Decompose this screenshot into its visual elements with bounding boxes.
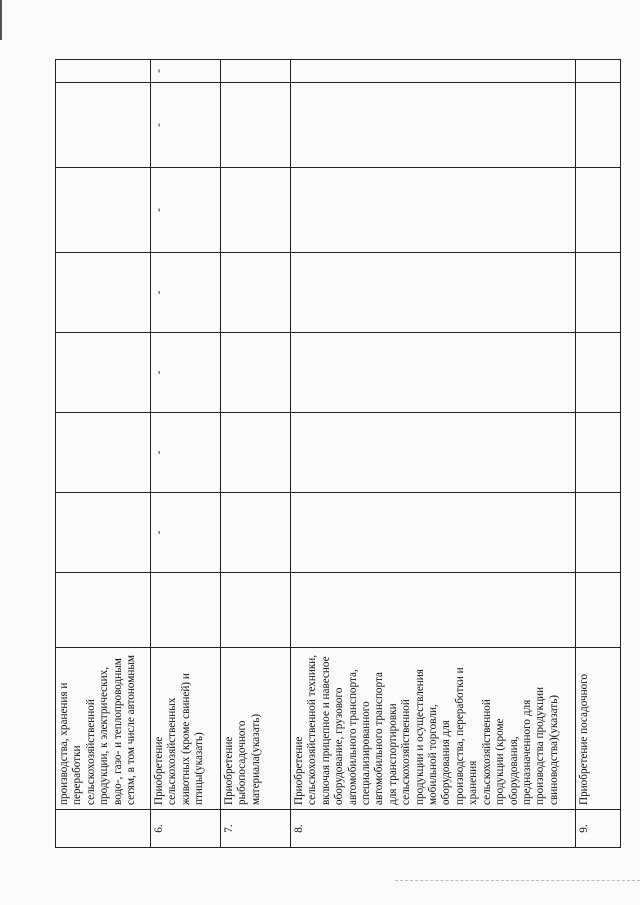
table-cell	[221, 573, 291, 648]
table-cell	[291, 60, 576, 83]
table-cell: -	[151, 333, 221, 413]
scan-edge-mark	[0, 0, 2, 40]
table-cell	[151, 573, 221, 648]
table-cell: -	[151, 83, 221, 168]
row-description-text: производства, хранения и переработки сельскохозяйственной продукции, к электрических, водо-, газо- и теплопроводным сетям, в том числе автономным	[58, 655, 138, 805]
table-cell: -	[151, 60, 221, 83]
table-cell	[56, 413, 151, 493]
table-cell: -	[151, 493, 221, 573]
row-description-text: Приобретение сельскохозяйственных животных (кроме свиней) и птицы(указать)	[153, 673, 206, 805]
row-number: 9.	[576, 810, 621, 848]
table-cell	[291, 333, 576, 413]
table-cell	[221, 83, 291, 168]
table-cell: -	[151, 168, 221, 253]
table-cell	[56, 168, 151, 253]
table-cell	[221, 333, 291, 413]
row-description	[56, 648, 151, 810]
table-cell	[221, 168, 291, 253]
row-description-text: Приобретение посадочного	[578, 673, 590, 805]
table-row	[221, 60, 291, 848]
table-row	[151, 60, 221, 848]
table-cell: -	[151, 253, 221, 333]
row-description	[221, 648, 291, 810]
table-row	[576, 60, 621, 848]
table-cell	[56, 60, 151, 83]
table-cell	[576, 60, 621, 83]
table-cell	[291, 493, 576, 573]
bottom-rule	[395, 880, 640, 881]
row-description	[576, 648, 621, 810]
table-cell	[56, 493, 151, 573]
table-cell	[576, 333, 621, 413]
table-cell	[576, 83, 621, 168]
table-cell	[221, 413, 291, 493]
table-sheet	[55, 60, 620, 848]
table-row	[56, 60, 151, 848]
row-number	[56, 810, 151, 848]
table-cell	[221, 253, 291, 333]
table-cell	[56, 573, 151, 648]
table-cell	[221, 493, 291, 573]
table-cell	[221, 60, 291, 83]
table-cell: -	[151, 413, 221, 493]
row-number: 7.	[221, 810, 291, 848]
table-cell	[576, 413, 621, 493]
table-cell	[576, 253, 621, 333]
row-number: 6.	[151, 810, 221, 848]
table-cell	[291, 413, 576, 493]
table-cell	[291, 253, 576, 333]
table-cell	[291, 573, 576, 648]
expense-table	[55, 59, 621, 848]
table-cell	[291, 168, 576, 253]
row-description-text: Приобретение рыбопосадочного материала(указать)	[223, 713, 262, 805]
row-description	[291, 648, 576, 810]
table-cell	[576, 168, 621, 253]
row-description	[151, 648, 221, 810]
table-cell	[576, 493, 621, 573]
table-row	[291, 60, 576, 848]
row-description-text: Приобретение сельскохозяйственной техники, включая прицепное и навесное оборудование, грузового автомобильного транспорта, специализированного автомобильного транспорта для транспортировки сельскохозяйственной продукции и осуществления мобильной торговли, оборудования для производства, переработки и хранения сельскохозяйственной продукции (кроме оборудования, предназначенного для производства продукции свиноводства)(указать)	[293, 654, 560, 805]
table-cell	[56, 253, 151, 333]
table-cell	[56, 333, 151, 413]
table-cell	[576, 573, 621, 648]
table-cell	[291, 83, 576, 168]
row-number: 8.	[291, 810, 576, 848]
table-cell	[56, 83, 151, 168]
